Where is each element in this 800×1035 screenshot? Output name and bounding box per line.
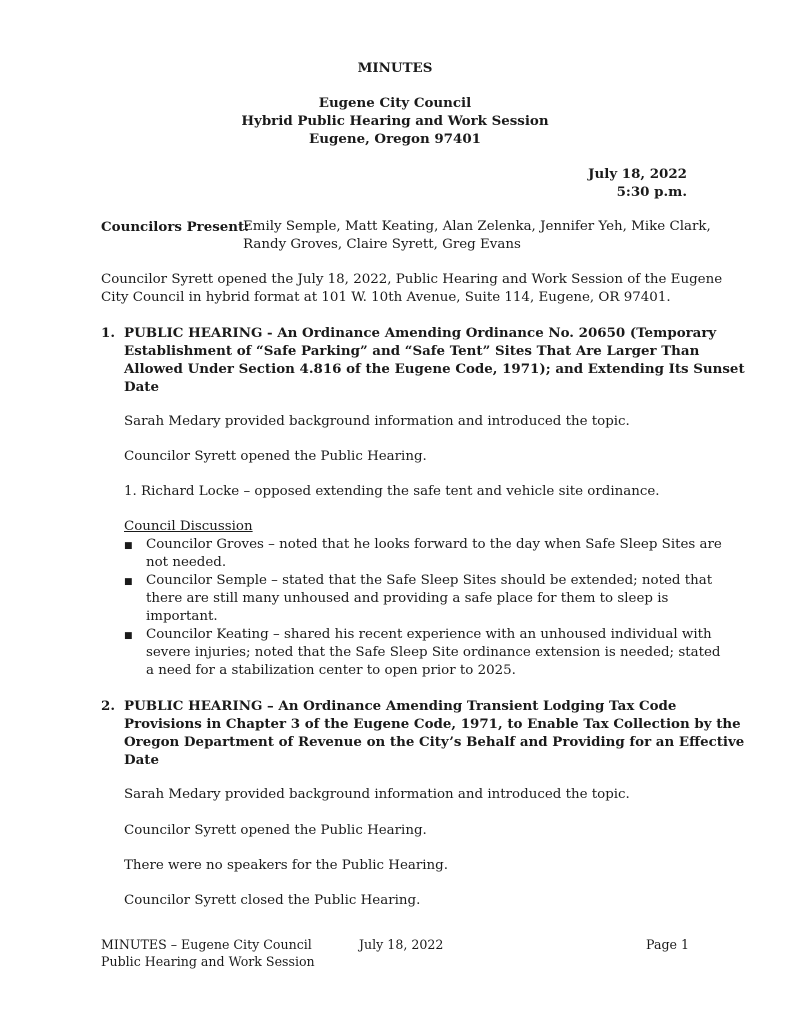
item-heading-line: PUBLIC HEARING - An Ordinance Amending Ordinance No. 20650 (Temporary: [124, 325, 717, 341]
item-number: 1.: [101, 325, 115, 341]
opening-paragraph-line: Councilor Syrett opened the July 18, 2022, Public Hearing and Work Session of the Eugene: [101, 272, 723, 287]
item-heading-line: Oregon Department of Revenue on the City’s Behalf and Providing for an Effective: [124, 734, 745, 750]
hearing-closed-note: Councilor Syrett closed the Public Hearing.: [124, 893, 421, 908]
session-name: Hybrid Public Hearing and Work Session: [241, 113, 549, 129]
item-heading-line: Provisions in Chapter 3 of the Eugene Code, 1971, to Enable Tax Collection by the: [124, 716, 741, 732]
discussion-bullet-line: severe injuries; noted that the Safe Sleep Site ordinance extension is needed; stated: [146, 645, 721, 660]
meeting-location: Eugene, Oregon 97401: [309, 131, 481, 147]
background-note: Sarah Medary provided background information and introduced the topic.: [124, 787, 630, 802]
hearing-opened-note: Councilor Syrett opened the Public Hearing.: [124, 823, 427, 838]
discussion-bullet-line: not needed.: [146, 555, 227, 570]
discussion-bullet-line: there are still many unhoused and providing a safe place for them to sleep is: [146, 591, 669, 606]
item-heading-line: Date: [124, 379, 159, 395]
attendance-names-line: Emily Semple, Matt Keating, Alan Zelenka, Jennifer Yeh, Mike Clark,: [243, 219, 711, 234]
discussion-bullet-line: Councilor Groves – noted that he looks forward to the day when Safe Sleep Sites are: [146, 537, 722, 552]
hearing-opened-note: Councilor Syrett opened the Public Hearing.: [124, 449, 427, 464]
footer-title-line: Public Hearing and Work Session: [101, 954, 315, 969]
council-name: Eugene City Council: [318, 95, 472, 111]
bullet-marker: ■: [124, 541, 133, 551]
discussion-bullet-line: important.: [146, 609, 218, 624]
meeting-time: 5:30 p.m.: [616, 184, 687, 200]
discussion-bullet-line: Councilor Semple – stated that the Safe Sleep Sites should be extended; noted that: [146, 573, 713, 588]
item-heading-line: PUBLIC HEARING – An Ordinance Amending Transient Lodging Tax Code: [124, 698, 677, 714]
item-number: 2.: [101, 698, 115, 714]
page-number: Page 1: [646, 937, 689, 952]
discussion-bullet-line: a need for a stabilization center to open prior to 2025.: [146, 663, 516, 678]
footer-title-line: MINUTES – Eugene City Council: [101, 937, 312, 952]
bullet-marker: ■: [124, 577, 133, 587]
discussion-heading: Council Discussion: [124, 519, 253, 534]
background-note: Sarah Medary provided background information and introduced the topic.: [124, 414, 630, 429]
opening-paragraph-line: City Council in hybrid format at 101 W. 10th Avenue, Suite 114, Eugene, OR 97401.: [101, 290, 671, 305]
meeting-date: July 18, 2022: [588, 166, 687, 182]
speaker-entry: 1. Richard Locke – opposed extending the safe tent and vehicle site ordinance.: [124, 484, 660, 499]
no-speakers-note: There were no speakers for the Public Hearing.: [124, 858, 449, 873]
item-heading-line: Allowed Under Section 4.816 of the Eugene Code, 1971); and Extending Its Sunset: [124, 361, 745, 377]
item-heading-line: Date: [124, 752, 159, 768]
discussion-bullet-line: Councilor Keating – shared his recent experience with an unhoused individual with: [146, 627, 712, 642]
document-title: MINUTES: [357, 60, 433, 76]
footer-date: July 18, 2022: [359, 937, 444, 952]
bullet-marker: ■: [124, 631, 133, 641]
item-heading-line: Establishment of “Safe Parking” and “Safe Tent” Sites That Are Larger Than: [124, 343, 700, 359]
attendance-names-line: Randy Groves, Claire Syrett, Greg Evans: [243, 237, 521, 252]
attendance-label: Councilors Present:: [101, 219, 250, 235]
